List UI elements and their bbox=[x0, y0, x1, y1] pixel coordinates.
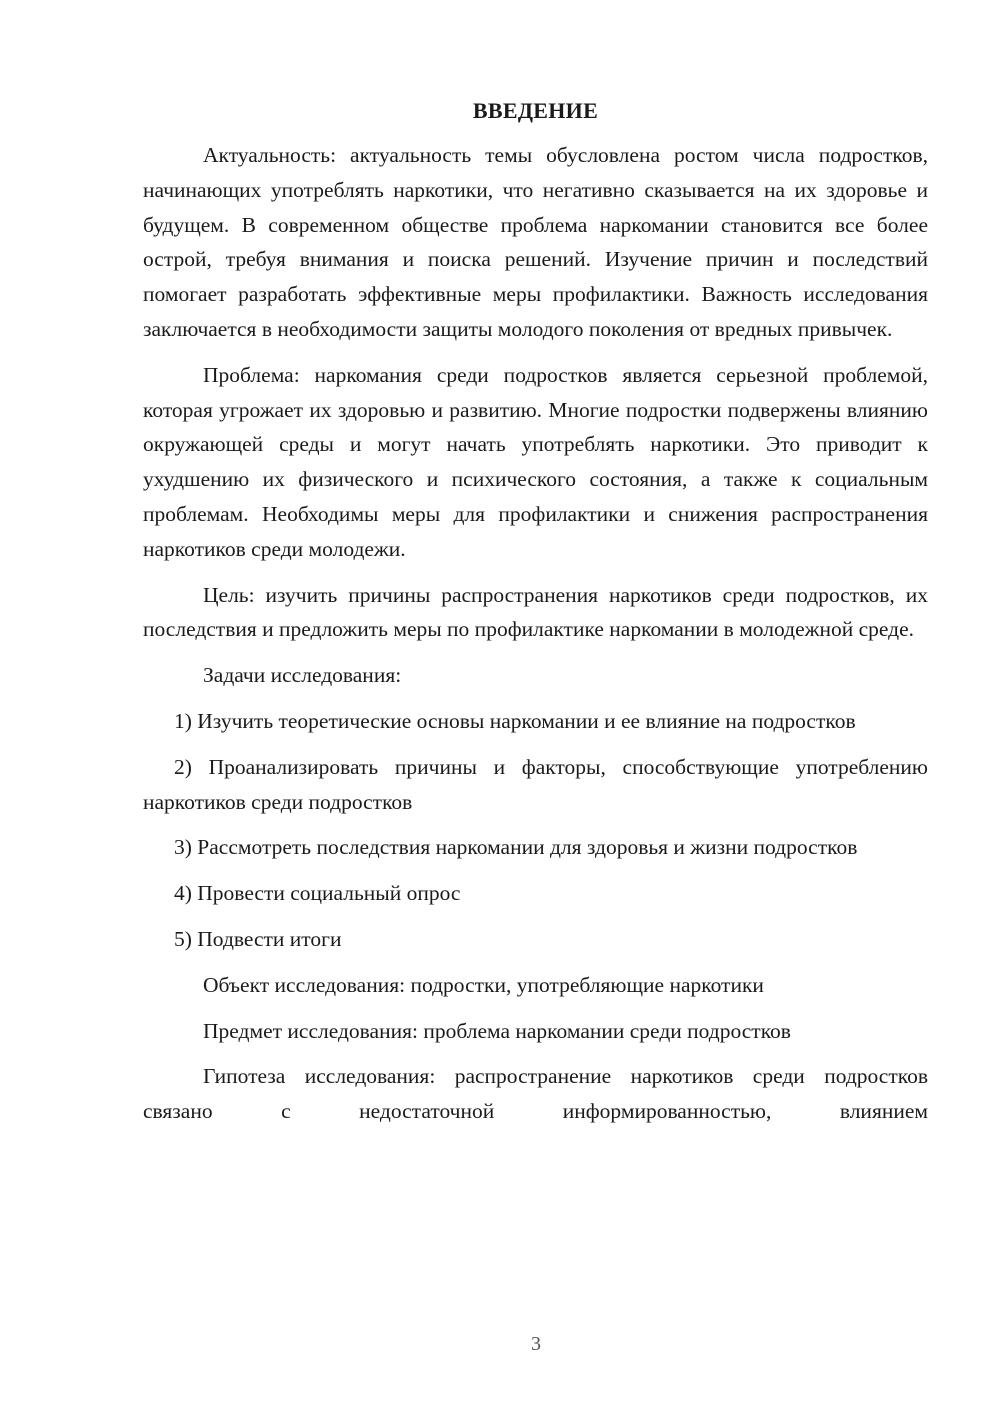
research-object: Объект исследования: подростки, употребляющие наркотики bbox=[203, 972, 764, 997]
document-page bbox=[143, 96, 928, 1140]
task-item-2: 2) Проанализировать причины и факторы, способствующие употреблению наркотиков среди подростков bbox=[143, 754, 928, 814]
tasks-heading: Задачи исследования: bbox=[203, 663, 402, 688]
task-item-1: 1) Изучить теоретические основы наркомании и ее влияние на подростков bbox=[174, 708, 856, 733]
task-item-3: 3) Рассмотреть последствия наркомании для здоровья и жизни подростков bbox=[174, 835, 858, 860]
document-title: ВВЕДЕНИЕ bbox=[472, 98, 599, 123]
relevance-paragraph: Актуальность: актуальность темы обусловлена ростом числа подростков, начинающих употреблять наркотики, что негативно сказывается на их здоровье и будущем. В современном обществе проблема наркомании становится все более острой, требуя внимания и поиска решений. Изучение причин и последствий помогает разработать эффективные меры профилактики. Важность исследования заключается в необходимости защиты молодого поколения от вредных привычек. bbox=[143, 143, 928, 341]
page-number: 3 bbox=[531, 1333, 541, 1355]
task-item-5: 5) Подвести итоги bbox=[174, 926, 342, 951]
task-item-4: 4) Провести социальный опрос bbox=[174, 881, 461, 906]
problem-paragraph: Проблема: наркомания среди подростков является серьезной проблемой, которая угрожает их здоровью и развитию. Многие подростки подвержены влиянию окружающей среды и могут начать употреблять наркотики. Это приводит к ухудшению их физического и психического состояния, а также к социальным проблемам. Необходимы меры для профилактики и снижения распространения наркотиков среди молодежи. bbox=[143, 362, 928, 561]
goal-paragraph: Цель: изучить причины распространения наркотиков среди подростков, их последствия и предложить меры по профилактике наркомании в молодежной среде. bbox=[143, 582, 928, 642]
research-subject: Предмет исследования: проблема наркомании среди подростков bbox=[203, 1018, 791, 1043]
research-hypothesis: Гипотеза исследования: распространение наркотиков среди подростков связано с недостаточной информированностью, влиянием bbox=[143, 1064, 928, 1124]
